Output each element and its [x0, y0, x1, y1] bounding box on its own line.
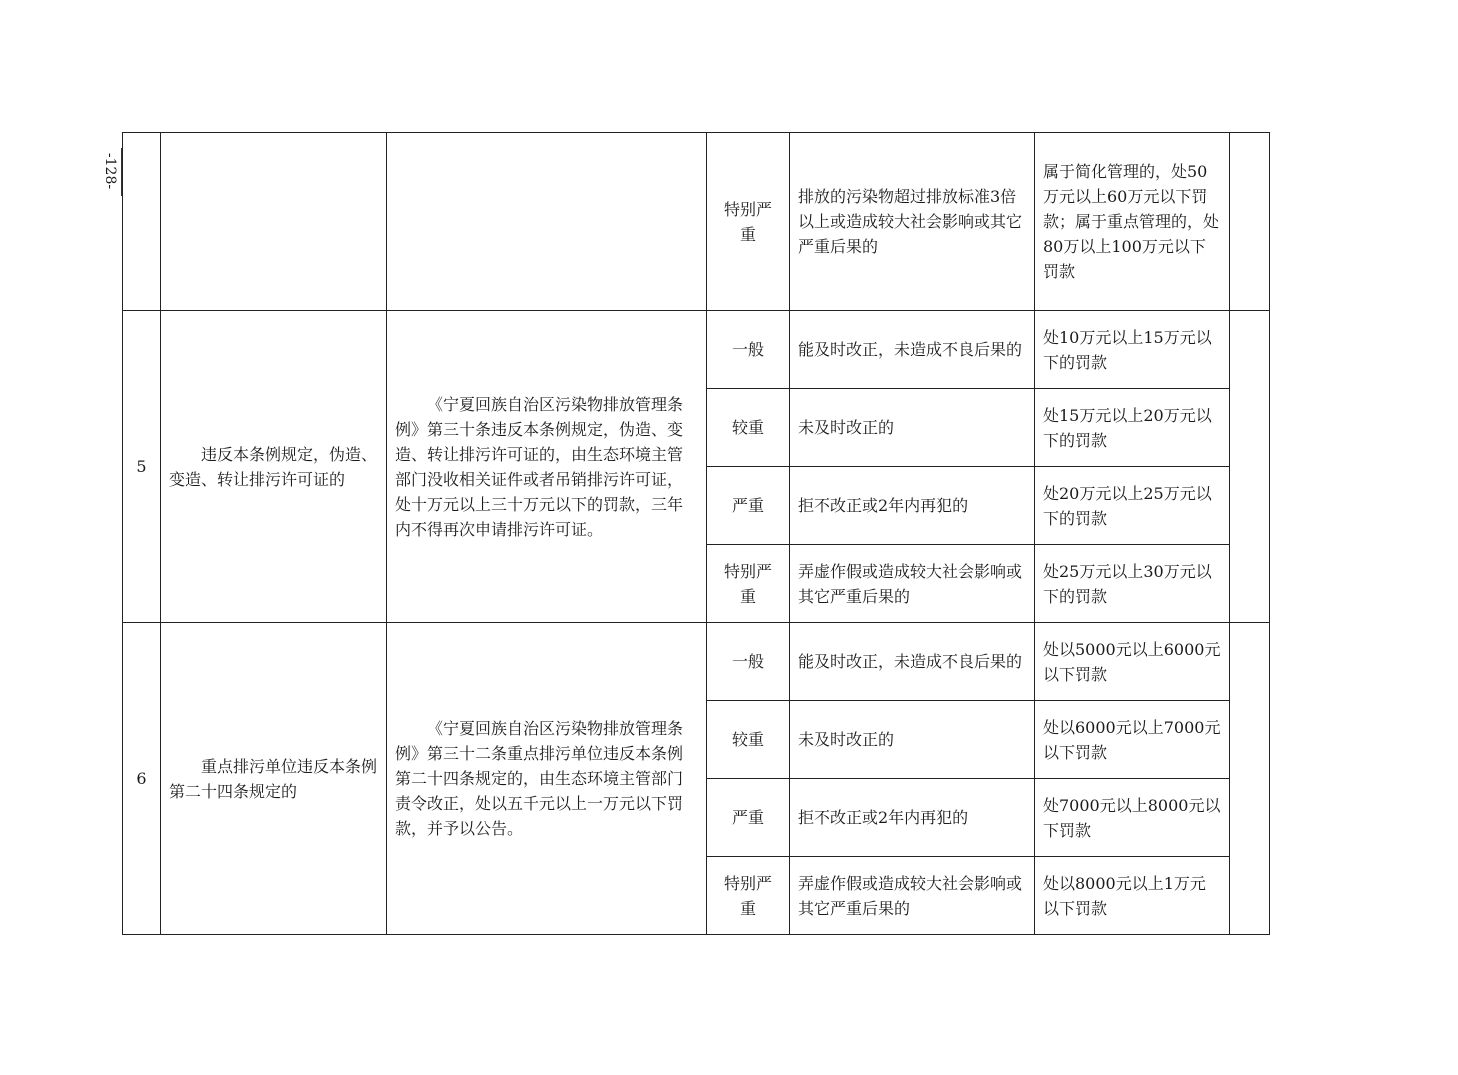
number-cell: 5 — [123, 311, 161, 623]
item-cell — [161, 133, 387, 311]
item-cell — [161, 623, 387, 935]
item-text: 重点排污单位违反本条例第二十四条规定的 — [169, 756, 378, 801]
level-cell: 特别严重 — [707, 857, 790, 935]
level-cell: 一般 — [707, 311, 790, 389]
circumstance-cell: 未及时改正的 — [790, 701, 1035, 779]
item-cell — [161, 311, 387, 623]
penalty-cell: 处以8000元以上1万元以下罚款 — [1035, 857, 1230, 935]
level-cell: 严重 — [707, 779, 790, 857]
circumstance-cell: 拒不改正或2年内再犯的 — [790, 467, 1035, 545]
number-cell — [123, 133, 161, 311]
basis-cell — [387, 623, 707, 935]
basis-text: 《宁夏回族自治区污染物排放管理条例》第三十二条重点排污单位违反本条例第二十四条规定的，由生态环境主管部门责令改正，处以五千元以上一万元以下罚款，并予以公告。 — [395, 719, 684, 838]
level-cell: 一般 — [707, 623, 790, 701]
penalty-cell: 处10万元以上15万元以下的罚款 — [1035, 311, 1230, 389]
note-cell — [1230, 311, 1270, 623]
level-cell: 较重 — [707, 701, 790, 779]
circumstance-cell: 弄虚作假或造成较大社会影响或其它严重后果的 — [790, 857, 1035, 935]
page-number: -128- — [102, 152, 118, 190]
penalty-cell: 处以6000元以上7000元以下罚款 — [1035, 701, 1230, 779]
level-cell: 特别严重 — [707, 545, 790, 623]
number-cell: 6 — [123, 623, 161, 935]
penalty-cell: 处25万元以上30万元以下的罚款 — [1035, 545, 1230, 623]
circumstance-cell: 未及时改正的 — [790, 389, 1035, 467]
level-cell: 较重 — [707, 389, 790, 467]
penalty-cell: 处20万元以上25万元以下的罚款 — [1035, 467, 1230, 545]
note-cell — [1230, 623, 1270, 935]
circumstance-cell: 排放的污染物超过排放标准3倍以上或造成较大社会影响或其它严重后果的 — [790, 133, 1035, 311]
table-row-continued — [123, 133, 1270, 311]
basis-cell — [387, 133, 707, 311]
circumstance-cell: 能及时改正，未造成不良后果的 — [790, 311, 1035, 389]
circumstance-cell: 拒不改正或2年内再犯的 — [790, 779, 1035, 857]
level-cell: 特别严重 — [707, 133, 790, 311]
penalty-cell: 处7000元以上8000元以下罚款 — [1035, 779, 1230, 857]
table-row — [123, 311, 1270, 389]
penalty-cell: 处以5000元以上6000元以下罚款 — [1035, 623, 1230, 701]
level-cell: 严重 — [707, 467, 790, 545]
circumstance-cell: 弄虚作假或造成较大社会影响或其它严重后果的 — [790, 545, 1035, 623]
penalty-cell: 处15万元以上20万元以下的罚款 — [1035, 389, 1230, 467]
note-cell — [1230, 133, 1270, 311]
table-row — [123, 623, 1270, 701]
circumstance-cell: 能及时改正，未造成不良后果的 — [790, 623, 1035, 701]
penalty-table — [122, 132, 1270, 935]
item-text: 违反本条例规定，伪造、变造、转让排污许可证的 — [169, 444, 378, 489]
basis-cell — [387, 311, 707, 623]
basis-text: 《宁夏回族自治区污染物排放管理条例》第三十条违反本条例规定，伪造、变造、转让排污许可证的，由生态环境主管部门没收相关证件或者吊销排污许可证，处十万元以上三十万元以下的罚款，三年内不得再次申请排污许可证。 — [395, 394, 684, 539]
penalty-cell: 属于简化管理的，处50万元以上60万元以下罚款；属于重点管理的，处80万以上100万元以下罚款 — [1035, 133, 1230, 311]
